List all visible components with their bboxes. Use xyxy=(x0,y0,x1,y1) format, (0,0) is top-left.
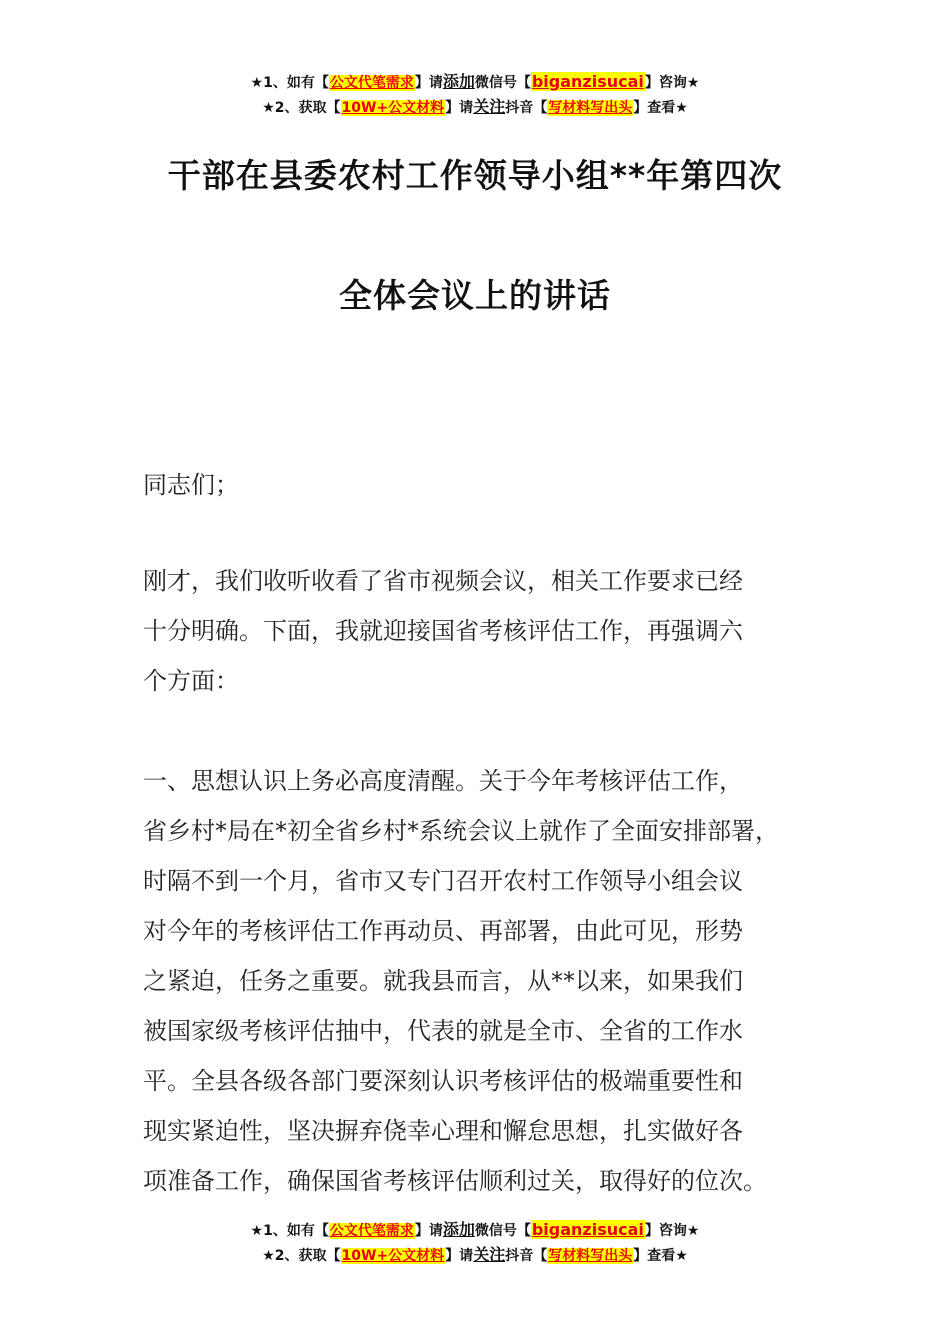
paragraph-line: 十分明确。下面，我就迎接国省考核评估工作，再强调六 xyxy=(143,617,743,645)
paragraph-line: 被国家级考核评估抽中，代表的就是全市、全省的工作水 xyxy=(143,1017,743,1045)
promo-line-2 xyxy=(0,1243,950,1268)
promo-highlight: 10W+公文材料 xyxy=(341,1248,445,1264)
promo-text: ★2、获取【 xyxy=(262,100,341,116)
promo-line-1 xyxy=(0,1218,950,1243)
promo-text: 】查看★ xyxy=(633,1248,688,1264)
paragraph-line: 时隔不到一个月，省市又专门召开农村工作领导小组会议 xyxy=(143,867,743,895)
promo-highlight: 10W+公文材料 xyxy=(341,100,445,116)
promo-highlight: 公文代笔需求 xyxy=(329,75,414,91)
paragraph-line: 现实紧迫性，坚决摒弃侥幸心理和懈怠思想，扎实做好各 xyxy=(143,1117,743,1145)
promo-highlight: 公文代笔需求 xyxy=(329,1223,414,1239)
promo-text: 】咨询★ xyxy=(644,75,700,91)
douyin-id-highlight: 写材料写出头 xyxy=(548,100,633,116)
promo-text: 】请 xyxy=(414,75,443,91)
promo-text: 】请 xyxy=(445,1248,474,1264)
douyin-id-highlight: 写材料写出头 xyxy=(548,1248,633,1264)
promo-text: ★2、获取【 xyxy=(262,1248,341,1264)
paragraph-line: 项准备工作，确保国省考核评估顺利过关，取得好的位次。 xyxy=(143,1167,767,1195)
promo-text: 】查看★ xyxy=(633,100,688,116)
promo-banner-bottom xyxy=(0,1218,950,1268)
promo-text: 抖音【 xyxy=(505,100,548,116)
document-title-line-2: 全体会议上的讲话 xyxy=(339,276,611,315)
paragraph-line: 刚才，我们收听收看了省市视频会议，相关工作要求已经 xyxy=(143,567,743,595)
paragraph-line: 个方面： xyxy=(143,667,239,695)
promo-text: ★1、如有【 xyxy=(250,75,329,91)
paragraph-line: 一、思想认识上务必高度清醒。关于今年考核评估工作， xyxy=(143,767,743,795)
promo-underlined: 关注 xyxy=(473,97,506,116)
promo-underlined: 添加 xyxy=(442,72,475,91)
promo-underlined: 关注 xyxy=(473,1245,506,1264)
promo-text: 抖音【 xyxy=(505,1248,548,1264)
promo-text: 】咨询★ xyxy=(644,1223,700,1239)
salutation xyxy=(143,460,843,510)
paragraph-line: 对今年的考核评估工作再动员、再部署，由此可见，形势 xyxy=(143,917,743,945)
paragraph-line: 省乡村*局在*初全省乡村*系统会议上就作了全面安排部署， xyxy=(143,817,779,845)
promo-line-2 xyxy=(0,95,950,120)
promo-text: ★1、如有【 xyxy=(250,1223,329,1239)
paragraph-section-one xyxy=(143,756,843,1206)
document-title-line-1: 干部在县委农村工作领导小组**年第四次 xyxy=(167,156,783,195)
promo-text: 】请 xyxy=(414,1223,443,1239)
paragraph-intro xyxy=(143,556,843,706)
promo-text: 】请 xyxy=(445,100,474,116)
wechat-id-highlight: biganzisucai xyxy=(531,1220,644,1239)
paragraph-line: 之紧迫，任务之重要。就我县而言，从**以来，如果我们 xyxy=(143,967,743,995)
promo-text: 微信号【 xyxy=(474,1223,531,1239)
promo-text: 微信号【 xyxy=(474,75,531,91)
wechat-id-highlight: biganzisucai xyxy=(531,72,644,91)
salutation-text: 同志们； xyxy=(143,471,239,499)
promo-banner-top xyxy=(0,70,950,120)
paragraph-line: 平。全县各级各部门要深刻认识考核评估的极端重要性和 xyxy=(143,1067,743,1095)
promo-line-1 xyxy=(0,70,950,95)
promo-underlined: 添加 xyxy=(442,1220,475,1239)
